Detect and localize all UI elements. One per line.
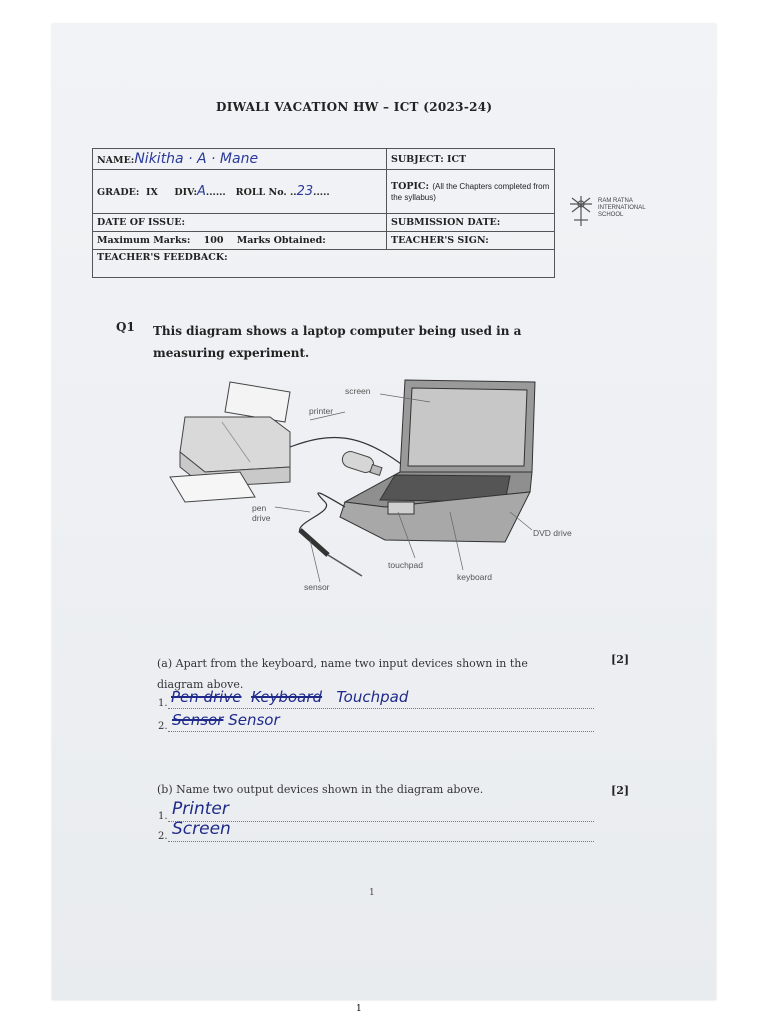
label-dvd-drive: DVD drive [533,528,572,538]
name-cell: NAME:Nikitha · A · Mane [93,149,387,170]
page-number: 1 [369,888,375,898]
scan-page-number: 1 [356,1004,362,1014]
part-a-marks: [2] [611,653,630,666]
student-info-table [92,148,555,278]
label-touchpad: touchpad [388,560,423,570]
topic-cell: TOPIC: (All the Chapters completed from the syllabus) [387,170,555,214]
label-keyboard: keyboard [457,572,492,582]
label-printer: printer [309,406,334,416]
submission-date-cell: SUBMISSION DATE: [387,214,555,232]
school-logo [566,194,596,232]
topic-note: (All the Chapters completed from the syllabus) [391,181,550,202]
part-b-marks: [2] [611,784,630,797]
label-screen: screen [345,386,371,396]
div-value: A [196,184,206,199]
printer-drawing [170,382,290,502]
part-a-answer-1: Pen drive Keyboard Touchpad [171,688,409,706]
sensor-drawing [300,530,362,576]
grade-cell: GRADE: IX DIV:A...... ROLL No. ..23..... [93,170,387,214]
pen-drive-drawing [340,449,382,475]
part-a-question: (a) Apart from the keyboard, name two input devices shown in the diagram above. [157,657,528,691]
label-pen-drive: pen drive [252,503,271,523]
part-a-answer-2: Sensor Sensor [172,711,280,729]
roll-value: 23 [296,184,314,199]
question-text: This diagram shows a laptop computer being used in a measuring experiment. [153,324,522,360]
part-b-answer-2: Screen [172,819,231,839]
laptop-experiment-diagram [160,372,600,602]
subject-cell: SUBJECT: ICT [387,149,555,170]
worksheet-title: DIWALI VACATION HW – ICT (2023-24) [216,100,493,114]
part-b-question: (b) Name two output devices shown in the diagram above. [157,783,484,796]
date-of-issue-cell: DATE OF ISSUE: [93,214,387,232]
question-number: Q1 [116,320,135,334]
part-b-answer-1: Printer [172,799,229,819]
teacher-sign-cell: TEACHER'S SIGN: [387,232,555,250]
part-b-answer-line-2 [168,827,594,842]
marks-cell: Maximum Marks: 100 Marks Obtained: [93,232,387,250]
student-name: Nikitha · A · Mane [134,151,259,167]
teacher-feedback-cell: TEACHER'S FEEDBACK: [93,250,555,278]
part-b-answer-line-1 [168,807,594,822]
label-sensor: sensor [304,582,330,592]
school-name: RAM RATNA INTERNATIONAL SCHOOL [598,198,646,218]
